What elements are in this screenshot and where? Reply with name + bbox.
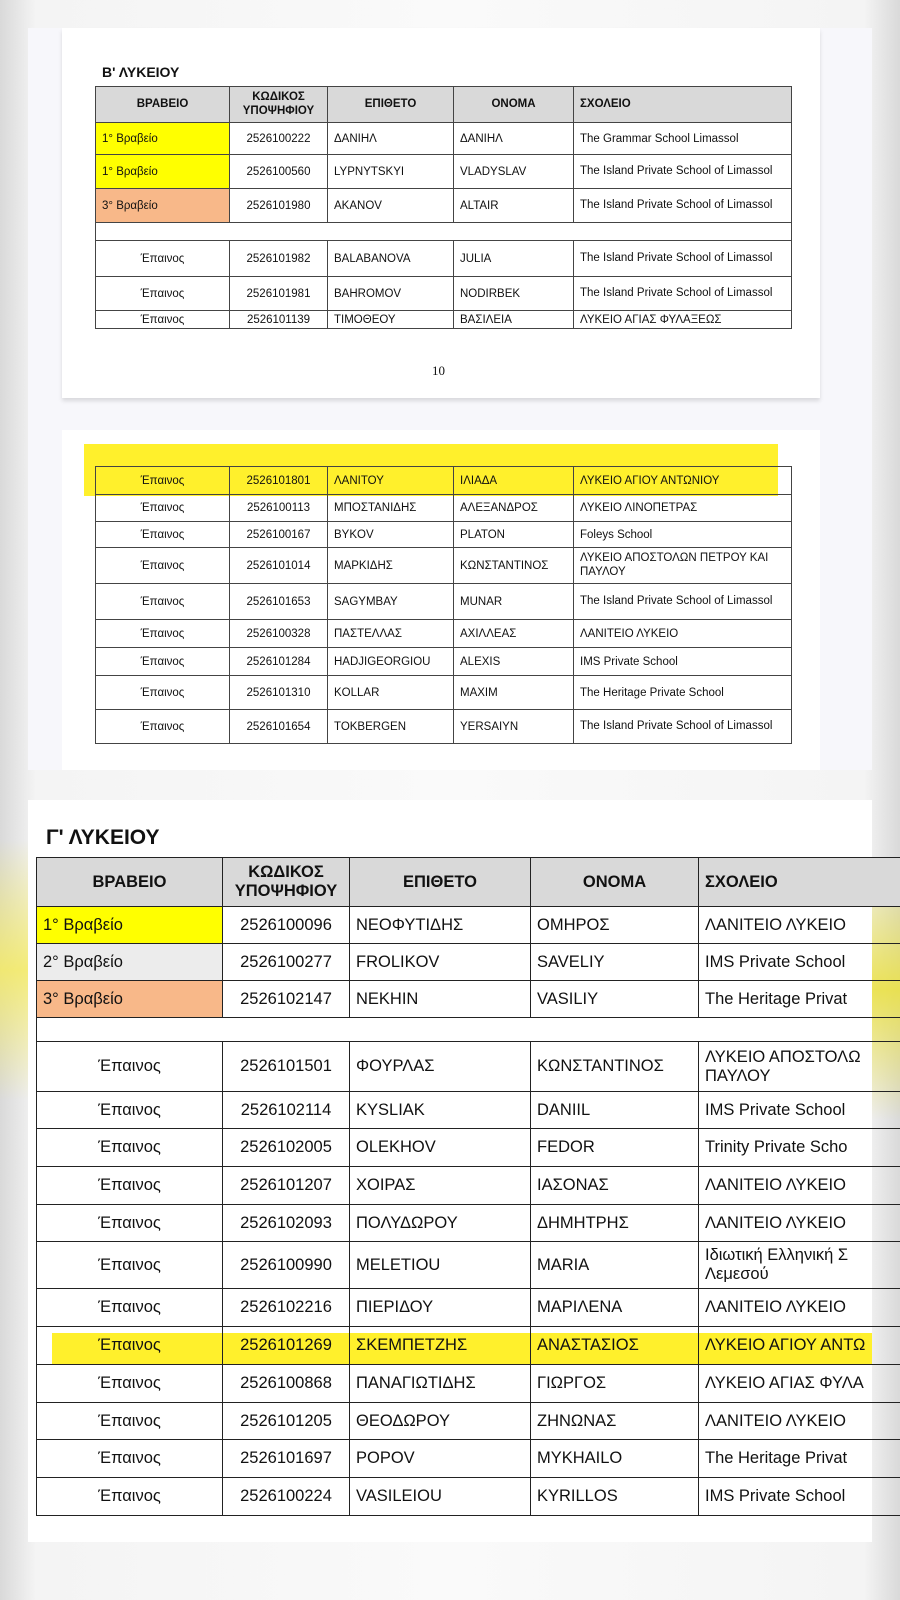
- cell-school: The Island Private School of Limassol: [574, 584, 792, 620]
- cell-award: Έπαινος: [96, 277, 230, 311]
- table-row: [37, 981, 900, 1018]
- cell-school: IMS Private School: [699, 1478, 900, 1516]
- cell-first-name: ΜΑΡΙΛΕΝΑ: [531, 1289, 699, 1327]
- cell-first-name: ALTAIR: [454, 189, 574, 223]
- cell-first-name: ΖΗΝΩΝΑΣ: [531, 1403, 699, 1440]
- cell-award: Έπαινος: [37, 1167, 223, 1205]
- cell-award: Έπαινος: [37, 1129, 223, 1167]
- cell-first-name: ΔΗΜΗΤΡΗΣ: [531, 1205, 699, 1242]
- table-row: [96, 311, 792, 329]
- cell-candidate-code: 2526101654: [230, 710, 328, 744]
- cell-candidate-code: 2526100328: [230, 620, 328, 648]
- cell-surname: OLEKHOV: [350, 1129, 531, 1167]
- cell-first-name: FEDOR: [531, 1129, 699, 1167]
- cell-surname: ΠΟΛΥΔΩΡΟΥ: [350, 1205, 531, 1242]
- cell-award: Έπαινος: [96, 311, 230, 329]
- cell-candidate-code: 2526100277: [223, 944, 350, 981]
- cell-surname: BAHROMOV: [328, 277, 454, 311]
- table-row: [96, 123, 792, 155]
- cell-candidate-code: 2526102093: [223, 1205, 350, 1242]
- cell-candidate-code: 2526102114: [223, 1092, 350, 1129]
- decorative-glow-left: [0, 840, 30, 1100]
- table-row: [37, 1092, 900, 1129]
- header-school: ΣΧΟΛΕΙΟ: [574, 87, 792, 123]
- cell-surname: MELETIOU: [350, 1242, 531, 1289]
- cell-first-name: YERSAIYN: [454, 710, 574, 744]
- cell-first-name: JULIA: [454, 241, 574, 277]
- cell-award: Έπαινος: [37, 1440, 223, 1478]
- cell-school: The Island Private School of Limassol: [574, 189, 792, 223]
- cell-school: ΛΑΝΙΤΕΙΟ ΛΥΚΕΙΟ: [699, 1167, 900, 1205]
- cell-school: Foleys School: [574, 522, 792, 548]
- cell-candidate-code: 2526100990: [223, 1242, 350, 1289]
- cell-award: Έπαινος: [37, 1478, 223, 1516]
- cell-school: The Island Private School of Limassol: [574, 241, 792, 277]
- cell-school: IMS Private School: [699, 944, 900, 981]
- cell-first-name: MYKHAILO: [531, 1440, 699, 1478]
- page-number: 10: [432, 363, 445, 378]
- cell-award: Έπαινος: [96, 620, 230, 648]
- cell-first-name: MUNAR: [454, 584, 574, 620]
- cell-surname: ΤΙΜΟΘΕΟΥ: [328, 311, 454, 329]
- cell-school: ΛΥΚΕΙΟ ΑΓΙΑΣ ΦΥΛΑΞΕΩΣ: [574, 311, 792, 329]
- cell-award: 3° Βραβείο: [96, 189, 230, 223]
- cell-school: IMS Private School: [699, 1092, 900, 1129]
- cell-award: 2° Βραβείο: [37, 944, 223, 981]
- cell-first-name: ΑΧΙΛΛΕΑΣ: [454, 620, 574, 648]
- cell-school: ΛΑΝΙΤΕΙΟ ΛΥΚΕΙΟ: [574, 620, 792, 648]
- cell-candidate-code: 2526101980: [230, 189, 328, 223]
- cell-candidate-code: 2526102005: [223, 1129, 350, 1167]
- table-row: [96, 155, 792, 189]
- cell-school: ΛΥΚΕΙΟ ΑΠΟΣΤΟΛΩΝ ΠΕΤΡΟΥ ΚΑΙ ΠΑΥΛΟΥ: [574, 548, 792, 584]
- cell-candidate-code: 2526100096: [223, 907, 350, 944]
- cell-school: ΛΑΝΙΤΕΙΟ ΛΥΚΕΙΟ: [699, 1403, 900, 1440]
- cell-candidate-code: 2526101981: [230, 277, 328, 311]
- cell-award: Έπαινος: [37, 1365, 223, 1403]
- section-title-g-lykeiou: Γ' ΛΥΚΕΙΟΥ: [46, 826, 160, 849]
- document-page-10: [62, 28, 820, 398]
- cell-surname: POPOV: [350, 1440, 531, 1478]
- cell-school: ΛΥΚΕΙΟ ΛΙΝΟΠΕΤΡΑΣ: [574, 495, 792, 522]
- awards-table-g-lykeiou: [36, 857, 900, 1516]
- table-row: [96, 710, 792, 744]
- cell-candidate-code: 2526101139: [230, 311, 328, 329]
- cell-first-name: ΙΛΙΑΔΑ: [454, 467, 574, 495]
- cell-award: Έπαινος: [96, 584, 230, 620]
- cell-school: The Island Private School of Limassol: [574, 710, 792, 744]
- cell-surname: ΜΠΟΣΤΑΝΙΔΗΣ: [328, 495, 454, 522]
- cell-candidate-code: 2526101310: [230, 676, 328, 710]
- cell-surname: ΛΑΝΙΤΟΥ: [328, 467, 454, 495]
- table-row: [96, 620, 792, 648]
- cell-candidate-code: 2526100113: [230, 495, 328, 522]
- cell-surname: ΘΕΟΔΩΡΟΥ: [350, 1403, 531, 1440]
- cell-first-name: KYRILLOS: [531, 1478, 699, 1516]
- cell-first-name: ΚΩΝΣΤΑΝΤΙΝΟΣ: [531, 1042, 699, 1092]
- table-row: [96, 584, 792, 620]
- cell-first-name: MAXIM: [454, 676, 574, 710]
- cell-award: Έπαινος: [96, 495, 230, 522]
- cell-award: Έπαινος: [96, 548, 230, 584]
- cell-first-name: SAVELIY: [531, 944, 699, 981]
- cell-award: Έπαινος: [37, 1242, 223, 1289]
- header-first-name: ΟΝΟΜΑ: [454, 87, 574, 123]
- cell-school: ΛΥΚΕΙΟ ΑΓΙΟΥ ΑΝΤΩ: [699, 1327, 900, 1365]
- cell-candidate-code: 2526101801: [230, 467, 328, 495]
- cell-award: Έπαινος: [96, 467, 230, 495]
- cell-surname: ΣΚΕΜΠΕΤΖΗΣ: [350, 1327, 531, 1365]
- table-row: [37, 1167, 900, 1205]
- cell-surname: FROLIKOV: [350, 944, 531, 981]
- cell-first-name: ΚΩΝΣΤΑΝΤΙΝΟΣ: [454, 548, 574, 584]
- cell-school: Trinity Private Scho: [699, 1129, 900, 1167]
- cell-school: ΛΥΚΕΙΟ ΑΓΙΟΥ ΑΝΤΩΝΙΟΥ: [574, 467, 792, 495]
- table-row: [96, 189, 792, 223]
- table-row: [37, 1440, 900, 1478]
- table-row: [37, 944, 900, 981]
- header-surname: ΕΠΙΘΕΤΟ: [328, 87, 454, 123]
- table-row: [37, 1205, 900, 1242]
- cell-surname: ΧΟΙΡΑΣ: [350, 1167, 531, 1205]
- cell-school: The Island Private School of Limassol: [574, 155, 792, 189]
- header-candidate-code: ΚΩΔΙΚΟΣ ΥΠΟΨΗΦΙΟΥ: [230, 87, 328, 123]
- cell-school: ΛΑΝΙΤΕΙΟ ΛΥΚΕΙΟ: [699, 1289, 900, 1327]
- cell-school: The Heritage Private School: [574, 676, 792, 710]
- cell-school: Ιδιωτική Ελληνική Σ Λεμεσού: [699, 1242, 900, 1289]
- table-header-row: [96, 87, 792, 123]
- table-row: [96, 495, 792, 522]
- cell-surname: VASILEIOU: [350, 1478, 531, 1516]
- header-candidate-code: ΚΩΔΙΚΟΣ ΥΠΟΨΗΦΙΟΥ: [223, 858, 350, 907]
- cell-school: The Heritage Privat: [699, 1440, 900, 1478]
- cell-first-name: ΒΑΣΙΛΕΙΑ: [454, 311, 574, 329]
- cell-candidate-code: 2526100868: [223, 1365, 350, 1403]
- cell-surname: KOLLAR: [328, 676, 454, 710]
- cell-candidate-code: 2526100224: [223, 1478, 350, 1516]
- cell-surname: SAGYMBAY: [328, 584, 454, 620]
- cell-surname: ΠΙΕΡΙΔΟΥ: [350, 1289, 531, 1327]
- table-row: [37, 1129, 900, 1167]
- cell-surname: ΝΕΟΦΥΤΙΔΗΣ: [350, 907, 531, 944]
- cell-award: Έπαινος: [96, 241, 230, 277]
- cell-school: The Island Private School of Limassol: [574, 277, 792, 311]
- table-row: [96, 241, 792, 277]
- cell-surname: AKANOV: [328, 189, 454, 223]
- table-row-highlighted: [37, 1327, 900, 1365]
- table-row: [37, 1403, 900, 1440]
- header-first-name: ΟΝΟΜΑ: [531, 858, 699, 907]
- header-award: ΒΡΑΒΕΙΟ: [96, 87, 230, 123]
- cell-surname: BALABANOVA: [328, 241, 454, 277]
- cell-surname: ΦΟΥΡΛΑΣ: [350, 1042, 531, 1092]
- cell-school: IMS Private School: [574, 648, 792, 676]
- cell-award: Έπαινος: [37, 1205, 223, 1242]
- cell-award: Έπαινος: [37, 1289, 223, 1327]
- cell-award: 1° Βραβείο: [96, 155, 230, 189]
- cell-candidate-code: 2526101269: [223, 1327, 350, 1365]
- cell-first-name: ALEXIS: [454, 648, 574, 676]
- table-row: [37, 1478, 900, 1516]
- cell-candidate-code: 2526101982: [230, 241, 328, 277]
- cell-award: 3° Βραβείο: [37, 981, 223, 1018]
- table-spacer-row: [96, 223, 792, 241]
- cell-award: Έπαινος: [96, 648, 230, 676]
- cell-surname: TOKBERGEN: [328, 710, 454, 744]
- cell-first-name: ΓΙΩΡΓΟΣ: [531, 1365, 699, 1403]
- table-row: [37, 1042, 900, 1092]
- table-row: [96, 676, 792, 710]
- cell-candidate-code: 2526101205: [223, 1403, 350, 1440]
- cell-award: Έπαινος: [96, 522, 230, 548]
- cell-award: 1° Βραβείο: [37, 907, 223, 944]
- cell-first-name: ΑΛΕΞΑΝΔΡΟΣ: [454, 495, 574, 522]
- cell-surname: ΠΑΝΑΓΙΩΤΙΔΗΣ: [350, 1365, 531, 1403]
- cell-surname: BYKOV: [328, 522, 454, 548]
- cell-surname: ΜΑΡΚΙΔΗΣ: [328, 548, 454, 584]
- cell-school: ΛΑΝΙΤΕΙΟ ΛΥΚΕΙΟ: [699, 907, 900, 944]
- header-surname: ΕΠΙΘΕΤΟ: [350, 858, 531, 907]
- cell-first-name: ΔΑΝΙΗΛ: [454, 123, 574, 155]
- awards-table-b-lykeiou: [95, 86, 792, 329]
- table-row: [37, 1289, 900, 1327]
- table-header-row: [37, 858, 900, 907]
- cell-award: Έπαινος: [37, 1327, 223, 1365]
- cell-school: ΛΑΝΙΤΕΙΟ ΛΥΚΕΙΟ: [699, 1205, 900, 1242]
- table-spacer-row: [37, 1018, 900, 1042]
- header-school: ΣΧΟΛΕΙΟ: [699, 858, 900, 907]
- cell-candidate-code: 2526102216: [223, 1289, 350, 1327]
- table-row: [96, 277, 792, 311]
- cell-surname: HADJIGEORGIOU: [328, 648, 454, 676]
- cell-award: Έπαινος: [96, 676, 230, 710]
- cell-surname: LYPNYTSKYI: [328, 155, 454, 189]
- cell-candidate-code: 2526100167: [230, 522, 328, 548]
- cell-candidate-code: 2526101697: [223, 1440, 350, 1478]
- cell-candidate-code: 2526100222: [230, 123, 328, 155]
- cell-award: 1° Βραβείο: [96, 123, 230, 155]
- cell-surname: KYSLIAK: [350, 1092, 531, 1129]
- table-row-highlighted: [96, 467, 792, 495]
- cell-first-name: PLATON: [454, 522, 574, 548]
- document-page-11: [62, 430, 820, 770]
- awards-table-b-lykeiou-continued: [95, 466, 792, 744]
- cell-award: Έπαινος: [37, 1403, 223, 1440]
- cell-first-name: ΟΜΗΡΟΣ: [531, 907, 699, 944]
- cell-school: The Grammar School Limassol: [574, 123, 792, 155]
- cell-candidate-code: 2526101014: [230, 548, 328, 584]
- cell-school: ΛΥΚΕΙΟ ΑΓΙΑΣ ΦΥΛΑ: [699, 1365, 900, 1403]
- empty-cell: [37, 1018, 900, 1042]
- cell-first-name: VLADYSLAV: [454, 155, 574, 189]
- cell-candidate-code: 2526101284: [230, 648, 328, 676]
- cell-candidate-code: 2526102147: [223, 981, 350, 1018]
- cell-school: The Heritage Privat: [699, 981, 900, 1018]
- cell-award: Έπαινος: [96, 710, 230, 744]
- cell-award: Έπαινος: [37, 1092, 223, 1129]
- cell-first-name: VASILIY: [531, 981, 699, 1018]
- cell-first-name: MARIA: [531, 1242, 699, 1289]
- cell-school: ΛΥΚΕΙΟ ΑΠΟΣΤΟΛΩ ΠΑΥΛΟΥ: [699, 1042, 900, 1092]
- cell-candidate-code: 2526101653: [230, 584, 328, 620]
- table-row: [37, 1242, 900, 1289]
- table-row: [96, 522, 792, 548]
- table-row: [37, 1365, 900, 1403]
- cell-first-name: ΑΝΑΣΤΑΣΙΟΣ: [531, 1327, 699, 1365]
- header-award: ΒΡΑΒΕΙΟ: [37, 858, 223, 907]
- table-row: [96, 648, 792, 676]
- cell-surname: ΠΑΣΤΕΛΛΑΣ: [328, 620, 454, 648]
- cell-surname: NEKHIN: [350, 981, 531, 1018]
- cell-first-name: DANIIL: [531, 1092, 699, 1129]
- cell-surname: ΔΑΝΙΗΛ: [328, 123, 454, 155]
- cell-award: Έπαινος: [37, 1042, 223, 1092]
- table-row: [96, 548, 792, 584]
- table-row: [37, 907, 900, 944]
- cell-candidate-code: 2526101207: [223, 1167, 350, 1205]
- document-page-g-lykeiou: [28, 800, 872, 1542]
- cell-first-name: NODIRBEK: [454, 277, 574, 311]
- cell-first-name: ΙΑΣΟΝΑΣ: [531, 1167, 699, 1205]
- section-title-b-lykeiou: Β' ΛΥΚΕΙΟΥ: [102, 64, 180, 80]
- cell-candidate-code: 2526101501: [223, 1042, 350, 1092]
- cell-candidate-code: 2526100560: [230, 155, 328, 189]
- empty-cell: [96, 223, 792, 241]
